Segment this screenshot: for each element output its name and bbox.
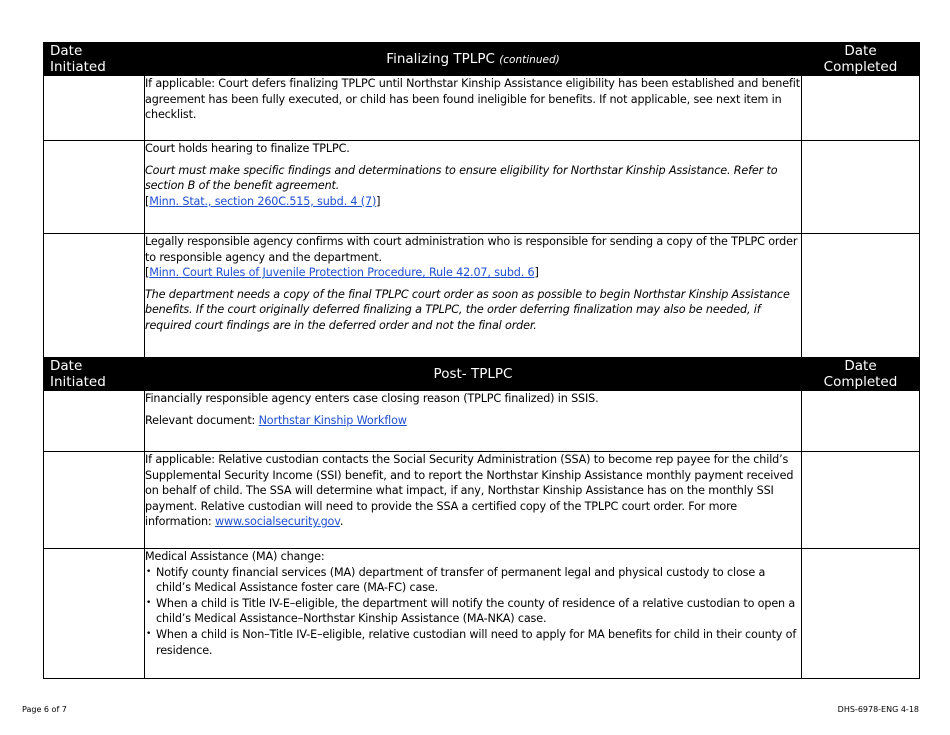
- date-completed-cell[interactable]: [802, 76, 920, 141]
- task-note: Court must make specific findings and determinations to ensure eligibility for Northstar Kinship Assistance. Refer to section B of the benefit agreement.: [145, 163, 778, 193]
- date-completed-cell[interactable]: [802, 391, 920, 452]
- relevant-document-label: Relevant document:: [145, 413, 259, 427]
- task-text: [145, 452, 801, 530]
- date-completed-header: Date Completed: [802, 43, 920, 76]
- task-text: Financially responsible agency enters case closing reason (TPLPC finalized) in SSIS.: [145, 392, 599, 405]
- task-text-end: .: [339, 515, 344, 529]
- task-text: Legally responsible agency confirms with court administration who is responsible for sending a copy of the TPLPC order to responsible agency and the department.: [145, 235, 798, 264]
- statute-link[interactable]: Minn. Stat., section 260C.515, subd. 4 (7): [149, 194, 377, 208]
- section-header-finalizing: [44, 43, 920, 76]
- date-initiated-cell[interactable]: [44, 141, 145, 234]
- date-initiated-header: Date Initiated: [44, 358, 145, 391]
- date-initiated-cell[interactable]: [44, 76, 145, 141]
- section-title-suffix: (continued): [499, 54, 560, 66]
- task-cell: [145, 549, 802, 679]
- date-completed-cell[interactable]: [802, 234, 920, 358]
- list-item: • When a child is Non–Title IV-E–eligible, relative custodian will need to apply for MA benefits for child in their county of residence.: [145, 627, 801, 658]
- workflow-link[interactable]: Northstar Kinship Workflow: [258, 413, 407, 427]
- section-header-post-tplpc: [44, 358, 920, 391]
- checklist-row: [44, 549, 920, 679]
- task-cell: [145, 234, 802, 358]
- bullet-list: [145, 565, 801, 659]
- task-text: Medical Assistance (MA) change:: [145, 550, 325, 563]
- list-item: • Notify county financial services (MA) department of transfer of permanent legal and physical custody to close a child’s Medical Assistance foster care (MA-FC) case.: [145, 565, 801, 596]
- date-initiated-header: Date Initiated: [44, 43, 145, 76]
- date-completed-cell[interactable]: [802, 452, 920, 549]
- date-initiated-cell[interactable]: [44, 549, 145, 679]
- relevant-document: [145, 413, 801, 429]
- section-title: [145, 43, 802, 76]
- task-note: The department needs a copy of the final TPLPC court order as soon as possible to begin Northstar Kinship Assistance benefits. If the court originally deferred finalizing a TPLPC, the order deferring finalization may also be needed, if required court findings are in the deferred order and not the final order.: [145, 287, 790, 332]
- checklist-row: [44, 452, 920, 549]
- list-item: • When a child is Title IV-E–eligible, the department will notify the county of residence of a relative custodian to open a child’s Medical Assistance–Northstar Kinship Assistance (MA-NKA) case.: [145, 596, 801, 627]
- task-text-body: If applicable: Relative custodian contacts the Social Security Administration (SSA) to become rep payee for the child’s Supplemental Security Income (SSI) benefit, and to report the Northstar Kinship Assistance monthly payment received on behalf of child. The SSA will determine what impact, if any, Northstar Kinship Assistance has on the monthly SSI payment. Relative custodian will need to provide the SSA a certified copy of the TPLPC court order. For more information:: [145, 453, 794, 529]
- citation: [Minn. Stat., section 260C.515, subd. 4 (7)]: [145, 194, 381, 208]
- task-text: Court holds hearing to finalize TPLPC.: [145, 142, 350, 155]
- section-title-text: Finalizing TPLPC: [386, 51, 495, 67]
- citation: [Minn. Court Rules of Juvenile Protection Procedure, Rule 42.07, subd. 6]: [145, 266, 539, 280]
- task-cell: [145, 391, 802, 452]
- form-id: DHS-6978-ENG 4-18: [837, 705, 919, 714]
- checklist-table: [43, 42, 920, 679]
- section-title: Post- TPLPC: [145, 358, 802, 391]
- date-completed-cell[interactable]: [802, 549, 920, 679]
- checklist-row: [44, 141, 920, 234]
- task-cell: [145, 452, 802, 549]
- date-initiated-cell[interactable]: [44, 234, 145, 358]
- court-rules-link[interactable]: Minn. Court Rules of Juvenile Protection Procedure, Rule 42.07, subd. 6: [149, 266, 535, 280]
- task-cell: [145, 141, 802, 234]
- ssa-website-link[interactable]: www.socialsecurity.gov: [214, 515, 340, 529]
- task-text: If applicable: Court defers finalizing TPLPC until Northstar Kinship Assistance eligibility has been established and benefit agreement has been fully executed, or child has been found ineligible for benefits. If not applicable, see next item in checklist.: [145, 77, 800, 122]
- date-initiated-cell[interactable]: [44, 391, 145, 452]
- date-completed-cell[interactable]: [802, 141, 920, 234]
- date-initiated-cell[interactable]: [44, 452, 145, 549]
- checklist-row: [44, 391, 920, 452]
- task-cell: [145, 76, 802, 141]
- checklist-row: [44, 234, 920, 358]
- page-number: Page 6 of 7: [22, 705, 67, 714]
- date-completed-header: Date Completed: [802, 358, 920, 391]
- checklist-row: [44, 76, 920, 141]
